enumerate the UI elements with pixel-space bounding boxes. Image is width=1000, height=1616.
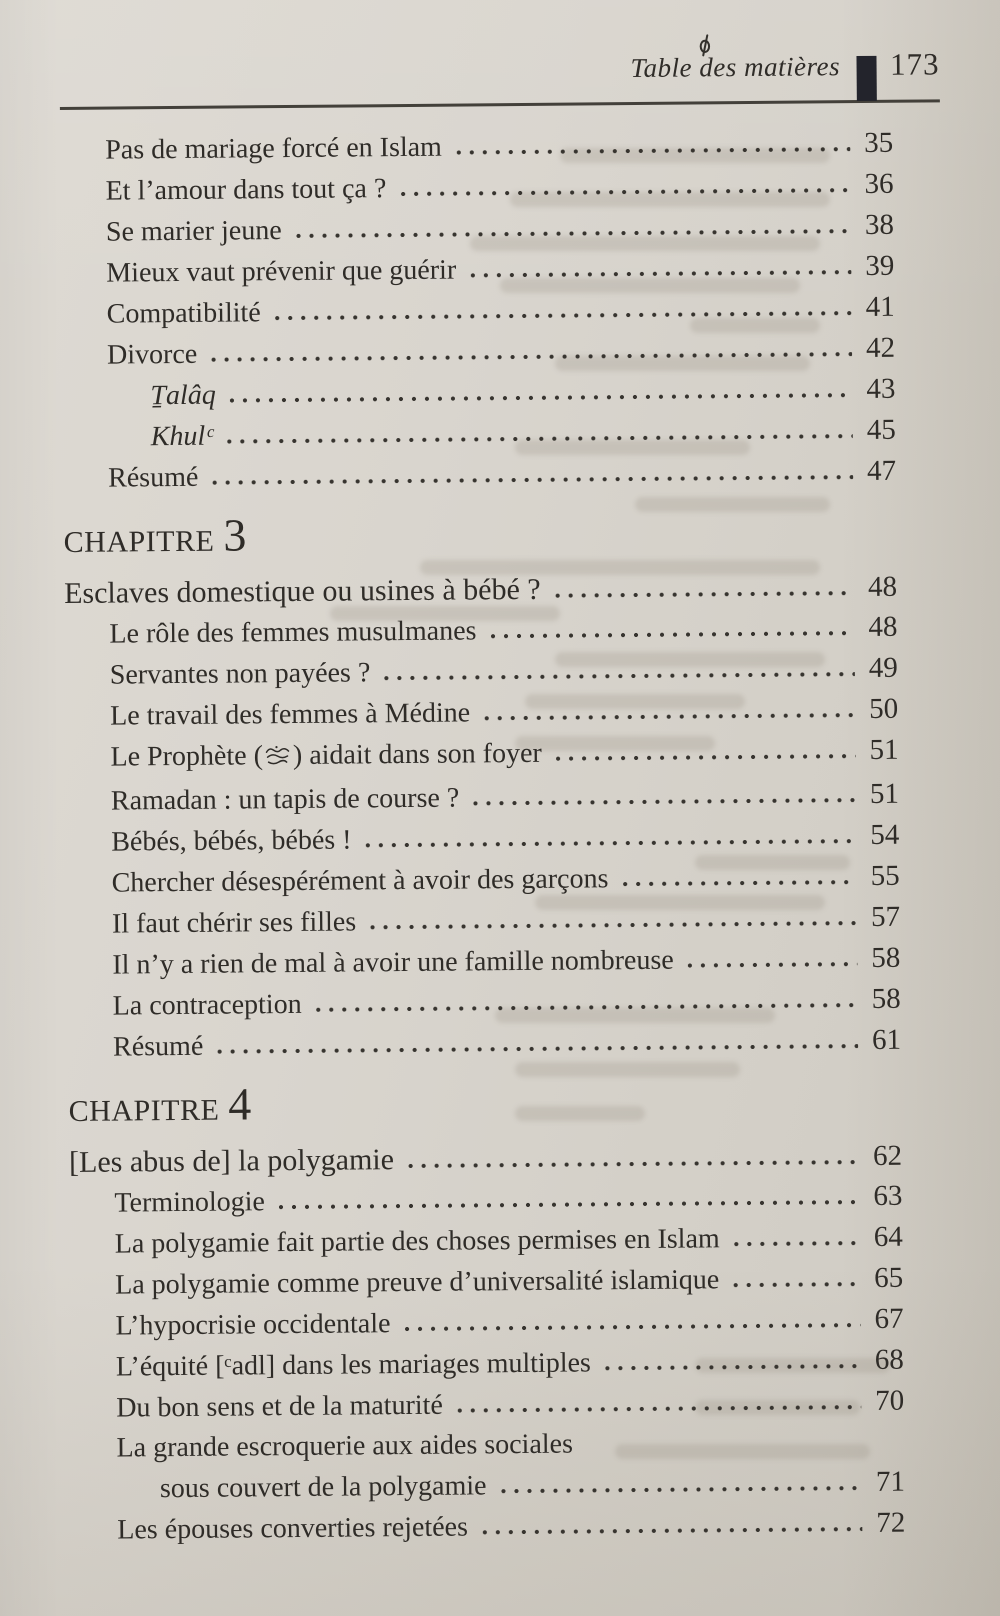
dot-leader: [487, 630, 855, 639]
toc-entry-title: Divorce: [106, 338, 198, 371]
dot-leader: [480, 712, 855, 721]
toc-entry-page: 39: [865, 249, 895, 282]
dot-leader: [478, 1526, 862, 1535]
toc-entry-title: La contraception: [112, 988, 302, 1022]
black-bar-marker-icon: [856, 56, 876, 101]
header-rule: [60, 99, 940, 110]
toc-entry-page: 36: [864, 167, 894, 200]
dot-leader: [223, 433, 853, 444]
toc-entry-page: 35: [864, 126, 894, 159]
toc-entry-page: 58: [871, 982, 901, 1015]
toc-entry-title: Résumé: [107, 461, 199, 494]
toc-entry-page: 41: [865, 290, 895, 323]
dot-leader: [366, 920, 857, 930]
toc-entry-page: 48: [867, 570, 898, 603]
sallallahu-alayhi-wa-sallam-icon: [265, 739, 291, 779]
toc-entry: [68, 1019, 948, 1068]
toc-entry-title: Chercher désespérément à avoir des garçons: [111, 863, 609, 899]
toc-entry-title: Il n’y a rien de mal à avoir une famille nombreuse: [112, 944, 674, 981]
toc-entry-page: 63: [873, 1179, 903, 1212]
toc-entry-title: [Les abus de] la polygamie: [68, 1143, 395, 1179]
toc-entry: [63, 450, 943, 499]
pen-mark-icon: [697, 32, 712, 62]
toc-entry-title: Compatibilité: [106, 297, 261, 330]
dot-leader: [226, 392, 853, 403]
toc-entry-title: Servantes non payées ?: [109, 657, 371, 691]
toc-entry-page: 43: [866, 372, 896, 405]
dot-leader: [466, 269, 851, 278]
toc-entry-title: Terminologie: [114, 1186, 266, 1219]
toc-entry-title: Se marier jeune: [105, 215, 282, 248]
dot-leader: [292, 228, 851, 239]
toc-entry-title: L’équité [ᶜadl] dans les mariages multiples: [115, 1347, 592, 1383]
toc-entry-title: Le rôle des femmes musulmanes: [109, 615, 477, 650]
toc-entry-page: 62: [872, 1139, 903, 1172]
dot-leader: [552, 753, 856, 762]
dot-leader: [401, 1322, 861, 1332]
toc-entry-page: 38: [864, 208, 895, 241]
dot-leader: [497, 1485, 862, 1494]
dot-leader: [207, 351, 852, 363]
chapter-heading-word: CHAPITRE: [63, 524, 215, 559]
chapter-heading: [63, 503, 944, 574]
toc-entry-title: La grande escroquerie aux aides sociales: [116, 1428, 574, 1464]
toc-entry-title: La polygamie fait partie des choses permises en Islam: [114, 1223, 720, 1260]
chapter-heading-number: 3: [223, 509, 247, 561]
toc-entry-page: 71: [875, 1465, 906, 1498]
table-of-contents: [60, 122, 952, 1551]
dot-leader: [452, 146, 850, 155]
toc-entry-title: Résumé: [112, 1030, 204, 1063]
toc-entry-page: 51: [869, 777, 900, 810]
chapter-heading-number: 4: [228, 1078, 252, 1130]
dot-leader: [684, 961, 858, 969]
chapter-heading-word: CHAPITRE: [68, 1093, 220, 1128]
dot-leader: [618, 879, 856, 887]
dot-leader: [271, 310, 852, 321]
toc-entry-title: Et l’amour dans tout ça ?: [105, 173, 387, 207]
dot-leader: [601, 1363, 861, 1371]
toc-entry-title: Les épouses converties rejetées: [117, 1511, 469, 1546]
dot-leader: [312, 1002, 858, 1013]
toc-entry-page: 72: [876, 1506, 906, 1539]
toc-entry-page: 47: [866, 454, 897, 487]
toc-entry: [65, 729, 945, 781]
chapter-heading: [68, 1072, 949, 1143]
dot-leader: [396, 187, 850, 197]
toc-entry-page: 67: [874, 1302, 904, 1335]
dot-leader: [551, 590, 855, 599]
dot-leader: [404, 1159, 859, 1169]
toc-entry-page: 54: [870, 818, 900, 851]
toc-entry-title: Il faut chérir ses filles: [111, 906, 357, 940]
toc-entry-title: Du bon sens et de la maturité: [116, 1389, 443, 1424]
dot-leader: [275, 1199, 860, 1210]
toc-entry-title: Le travail des femmes à Médine: [110, 697, 471, 732]
toc-entry-title: sous couvert de la polygamie: [159, 1470, 487, 1505]
toc-entry-title-post: ) aidait dans son foyer: [292, 737, 542, 771]
toc-entry-title: L’hypocrisie occidentale: [115, 1308, 391, 1342]
dot-leader: [208, 474, 853, 486]
dot-leader: [213, 1043, 858, 1055]
dot-leader: [469, 797, 856, 806]
toc-entry-title: Pas de mariage forcé en Islam: [105, 131, 443, 166]
toc-entry: [72, 1502, 952, 1551]
toc-entry-title: Ṯalâq: [150, 379, 216, 412]
toc-entry-page: 58: [871, 941, 901, 974]
page-header: [59, 0, 940, 99]
toc-entry-page: 45: [866, 413, 896, 446]
dot-leader: [380, 671, 855, 681]
toc-entry-title: Mieux vaut prévenir que guérir: [106, 254, 457, 289]
toc-entry-title: Bébés, bébés, bébés !: [111, 824, 352, 858]
toc-entry-title: La polygamie comme preuve d’universalité islamique: [115, 1264, 720, 1301]
folio-page-number: 173: [889, 46, 940, 82]
toc-entry-page: 61: [871, 1023, 902, 1056]
toc-entry-page: 49: [868, 651, 898, 684]
toc-entry-page: 57: [870, 900, 901, 933]
toc-entry-title-pre: Le Prophète (: [110, 740, 264, 773]
toc-entry-page: 70: [875, 1384, 905, 1417]
dot-leader: [453, 1404, 861, 1414]
toc-entry-page: 48: [868, 610, 898, 643]
toc-entry-title: Esclaves domestique ou usines à bébé ?: [63, 572, 541, 610]
toc-entry-page: 42: [865, 331, 896, 364]
toc-page: [59, 0, 953, 1551]
toc-entry-page: 68: [874, 1343, 904, 1376]
running-title: Table des matières: [630, 51, 841, 84]
toc-entry-page: 65: [873, 1261, 904, 1294]
toc-entry-page: 50: [869, 692, 899, 725]
toc-entry-page: 55: [870, 859, 900, 892]
toc-entry-page: 51: [869, 733, 899, 766]
dot-leader: [729, 1281, 860, 1288]
toc-entry-title: Khulᶜ: [150, 420, 213, 453]
dot-leader: [730, 1240, 860, 1247]
toc-entry-title: Ramadan : un tapis de course ?: [110, 782, 460, 817]
toc-entry-page: 64: [873, 1220, 903, 1253]
toc-entry-title: [110, 734, 542, 781]
dot-leader: [362, 838, 857, 848]
